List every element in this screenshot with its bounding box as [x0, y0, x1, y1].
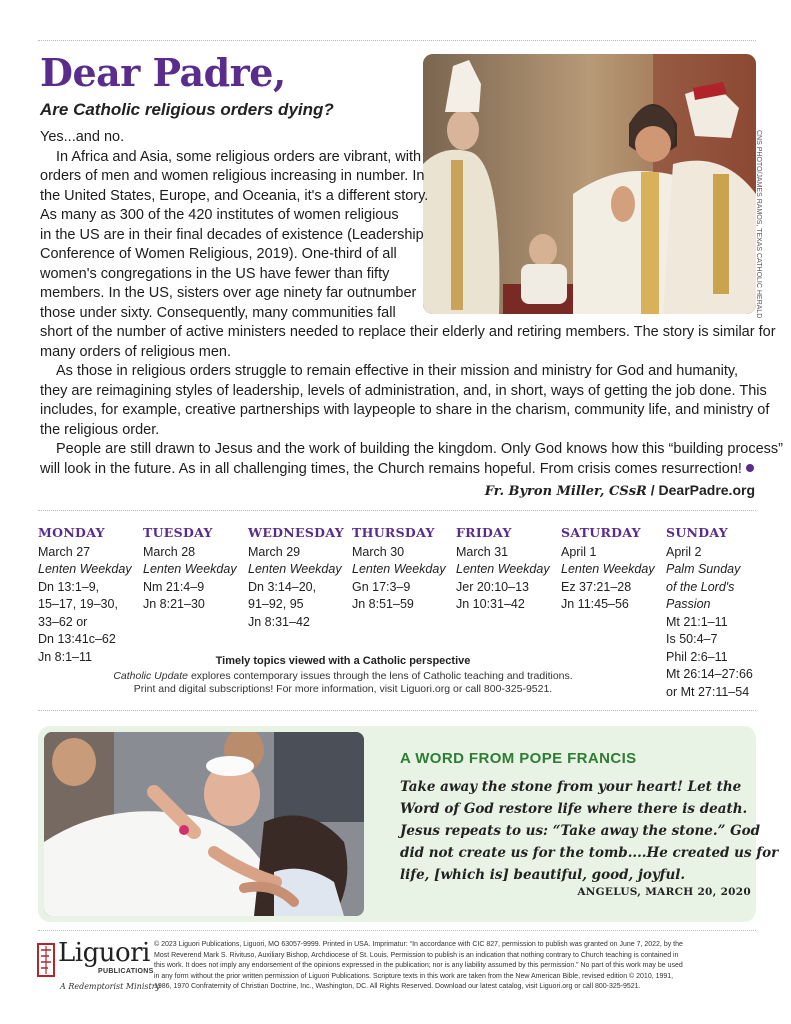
article-line: many orders of religious men.	[40, 343, 231, 360]
article-line: As many as 300 of the 420 institutes of women religious	[40, 207, 399, 223]
promo-line-1: Catholic Update explores contemporary issues through the lens of Catholic teaching and traditions.	[113, 670, 573, 682]
reading-saturday: SATURDAY April 1 Lenten Weekday Ez 37:21–28 Jn 11:45–56	[561, 525, 655, 611]
reading-friday: FRIDAY March 31 Lenten Weekday Jer 20:10–13 Jn 10:31–42	[456, 525, 550, 611]
catholic-update-promo	[98, 655, 588, 696]
quote-line: did not create us for the tomb....He created us for	[400, 845, 779, 861]
article-line: they are reimagining styles of leadership, levels of administration, and, in short, ways of getting the job done. This	[40, 382, 767, 399]
reading-thursday: THURSDAY March 30 Lenten Weekday Gn 17:3–9 Jn 8:51–59	[352, 525, 446, 611]
end-mark-icon	[746, 464, 754, 472]
article-line: short of the number of active ministers needed to replace their elderly and retiring members. The story is similar for	[40, 324, 776, 340]
article-line: In Africa and Asia, some religious orders are vibrant, with	[56, 148, 422, 165]
article-line: Yes...and no.	[40, 129, 125, 145]
reading-wednesday: WEDNESDAY March 29 Lenten Weekday Dn 3:14–20, 91–92, 95 Jn 8:31–42	[248, 525, 344, 629]
article-line: members. In the US, sisters over age ninety far outnumber	[40, 285, 417, 301]
article-line: Conference of Women Religious, 2019). One-third of all	[40, 246, 397, 262]
article-line: in the US are in their final decades of existence (Leadership	[40, 226, 424, 243]
article-line: the religious order.	[40, 421, 160, 438]
liguori-logo: Liguori PUBLICATIONS A Redemptorist Ministry	[36, 940, 146, 1000]
pope-word-title: A WORD FROM POPE FRANCIS	[400, 750, 637, 767]
article-line: women's congregations in the US have fewer than fifty	[40, 265, 390, 282]
byline-separator: /	[646, 482, 659, 498]
liguori-logo-icon	[36, 942, 58, 978]
photo-credit: CNS PHOTO/JAMES RAMOS, TEXAS CATHOLIC HERALD	[755, 130, 762, 319]
article-line: those under sixty. Consequently, many communities fall	[40, 304, 396, 321]
article-question: Are Catholic religious orders dying?	[40, 100, 334, 119]
quote-source: ANGELUS, MARCH 20, 2020	[577, 886, 751, 898]
article-last-line: will look in the future. As in all challenging times, the Church remains hopeful. From crisis comes resurrection!	[40, 460, 783, 480]
page-title: Dear Padre,	[40, 50, 286, 95]
footer-divider	[38, 930, 756, 931]
legal-notice: © 2023 Liguori Publications, Liguori, MO 63057-9999. Printed in USA. Imprimatur: “In accordance with CIC 827, permission to publish was granted on June 7, 2022, by the Most Reverend Mark S. Rivituso, Auxiliary Bishop, Archdiocese of St. Louis. Permission to publish is an indication that nothing contrary to Church teaching is contained in this work. It does not imply any endorsement of the opinions expressed in the publication; nor is any liability assumed by this permission.” No part of this work may be used in any form without the prior written permission of Liguori Publications. Scripture texts in this work are taken from the New American Bible, revised edition © 2010, 1991, 1986, 1970 Confraternity of Christian Doctrine, Inc., Washington, DC. All Rights Reserved. Download our latest catalog, visit Liguori.org or call 800-325-9521.	[154, 941, 683, 990]
article-line: includes, for example, creative partnerships with laypeople to share in the charism, community life, and ministry of	[40, 402, 770, 418]
pope-quote	[400, 776, 779, 886]
article-line: As those in religious orders struggle to remain effective in their mission and ministry for God and humanity,	[56, 363, 739, 379]
quote-line: Word of God restore life where there is death.	[400, 801, 748, 817]
byline-author: Fr. Byron Miller, CSsR	[484, 484, 647, 499]
quote-line: life, [which is] beautiful, good, joyful.	[400, 867, 686, 883]
byline	[485, 482, 755, 499]
reading-sunday: SUNDAY April 2 Palm Sunday of the Lord's Passion Mt 21:1–11 Is 50:4–7 Phil 2:6–11 Mt 26:14–27:66 or Mt 27:11–54	[666, 525, 753, 699]
pope-francis-photo	[44, 732, 364, 916]
article-body	[40, 128, 783, 479]
readings-divider	[38, 510, 756, 511]
byline-site: DearPadre.org	[658, 482, 755, 498]
top-divider	[38, 40, 756, 41]
pope-divider	[38, 710, 756, 711]
reading-monday: MONDAY March 27 Lenten Weekday Dn 13:1–9, 15–17, 19–30, 33–62 or Dn 13:41c–62 Jn 8:1–11	[38, 525, 132, 664]
article-line: orders of men and women religious increasing in number. In	[40, 168, 425, 184]
article-line: People are still drawn to Jesus and the work of building the kingdom. Only God knows how this “building process”	[56, 441, 783, 457]
article-line: the United States, Europe, and Oceania, it's a different story.	[40, 187, 429, 204]
quote-line: Jesus repeats to us: “Take away the stone.” God	[400, 823, 761, 839]
promo-line-2: Print and digital subscriptions! For more information, visit Liguori.org or call 800-325-9521.	[133, 683, 553, 695]
quote-line: Take away the stone from your heart! Let the	[400, 779, 742, 795]
reading-tuesday: TUESDAY March 28 Lenten Weekday Nm 21:4–9 Jn 8:21–30	[143, 525, 237, 611]
promo-heading: Timely topics viewed with a Catholic perspective	[215, 655, 471, 667]
